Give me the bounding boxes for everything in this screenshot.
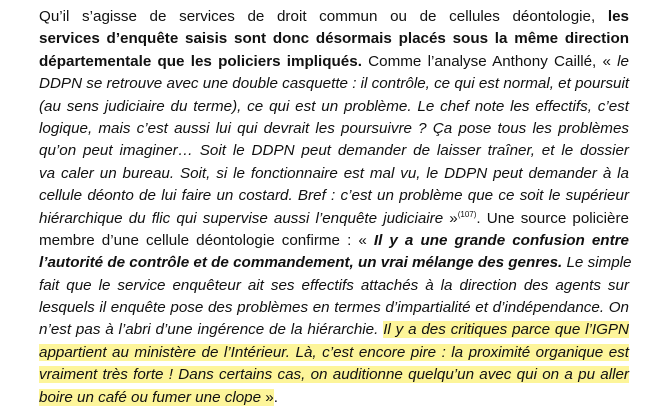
- text-line-6: [39, 118, 629, 140]
- quote-run: fait que le service enquêteur ait ses effectifs attachés à la direction des agents sur: [39, 276, 629, 294]
- document-paragraph: [39, 6, 632, 409]
- text-run: membre d’une cellule déontologie confirme : «: [39, 231, 374, 249]
- text-run: Qu’il s’agisse de services de droit commun ou de cellules déontologie,: [39, 8, 608, 25]
- text-line-8: [39, 163, 629, 185]
- text-line-2: [39, 28, 629, 50]
- text-line-9: [39, 185, 629, 207]
- bold-run: services d’enquête saisis sont donc désormais placés sous la même direction: [39, 30, 629, 48]
- text-run: »: [443, 209, 458, 227]
- text-run: . Une source policière: [476, 209, 629, 227]
- quote-run: Le simple: [562, 254, 632, 272]
- text-run: Comme l’analyse Anthony Caillé, «: [361, 52, 618, 70]
- quote-run: n’est pas à l’abri d’une ingérence de la hiérarchie.: [39, 321, 384, 339]
- bold-run: les: [607, 8, 629, 25]
- text-line-17: [39, 364, 629, 386]
- highlighted-quote-run: boire un café ou fumer une clope: [39, 388, 262, 406]
- text-line-4: [39, 73, 629, 95]
- text-line-1: [39, 6, 629, 28]
- highlighted-quote-run: Il y a des critiques parce que l’IGPN: [383, 321, 629, 339]
- quote-run: lesquels il enquête pose des problèmes en termes d’impartialité et d’indépendance. On: [39, 299, 629, 317]
- text-run: .: [273, 388, 278, 406]
- text-line-16: [39, 342, 629, 364]
- text-line-15: [39, 319, 629, 341]
- quote-run: va caler un bureau. Soit, si le fonctionnaire est mal vu, le DDPN peut demander à la: [39, 164, 629, 182]
- text-line-13: [39, 275, 629, 297]
- highlighted-quote-run: vraiment très forte ! Dans certains cas, on auditionne quelqu’un avec qui on a pu aller: [39, 366, 629, 384]
- text-line-3: [39, 51, 629, 73]
- quote-run: cellule déonto de lui faire un costard. Bref : c’est un problème que ce soit le supérieur: [39, 187, 629, 205]
- footnote-reference: (107): [457, 209, 477, 219]
- bold-italic-run: Il y a une grande confusion entre: [373, 231, 629, 249]
- quote-run: (au sens judiciaire du terme), ce qui est un problème. Le chef note les effectifs, c’est: [39, 97, 629, 115]
- text-line-18: [39, 387, 629, 409]
- quote-run: DDPN se retrouve avec une double casquette : il contrôle, ce qui est normal, et poursuit: [39, 75, 630, 93]
- quote-run: le: [617, 52, 629, 70]
- quote-run: qu’on peut imaginer… Soit le DDPN peut demander de laisser traîner, et le dossier: [39, 142, 629, 160]
- highlighted-quote-run: appartient au ministère de l’Intérieur. Là, c’est encore pire : la proximité organique est: [39, 343, 629, 361]
- quote-run: hiérarchique du flic qui supervise aussi l’enquête judiciaire: [39, 209, 444, 227]
- bold-run: départementale que les policiers impliqués.: [39, 52, 362, 70]
- text-line-5: [39, 96, 629, 118]
- quote-run: logique, mais c’est aussi lui qui devrait les poursuivre ? Ça pose tous les problèmes: [39, 119, 629, 137]
- text-line-11: [39, 230, 629, 252]
- text-line-10: [39, 208, 629, 230]
- bold-italic-run: l’autorité de contrôle et de commandement, un vrai mélange des genres.: [39, 254, 563, 272]
- highlighted-text-run: »: [261, 388, 274, 406]
- text-line-14: [39, 297, 629, 319]
- text-line-7: [39, 140, 629, 162]
- text-line-12: [39, 252, 632, 274]
